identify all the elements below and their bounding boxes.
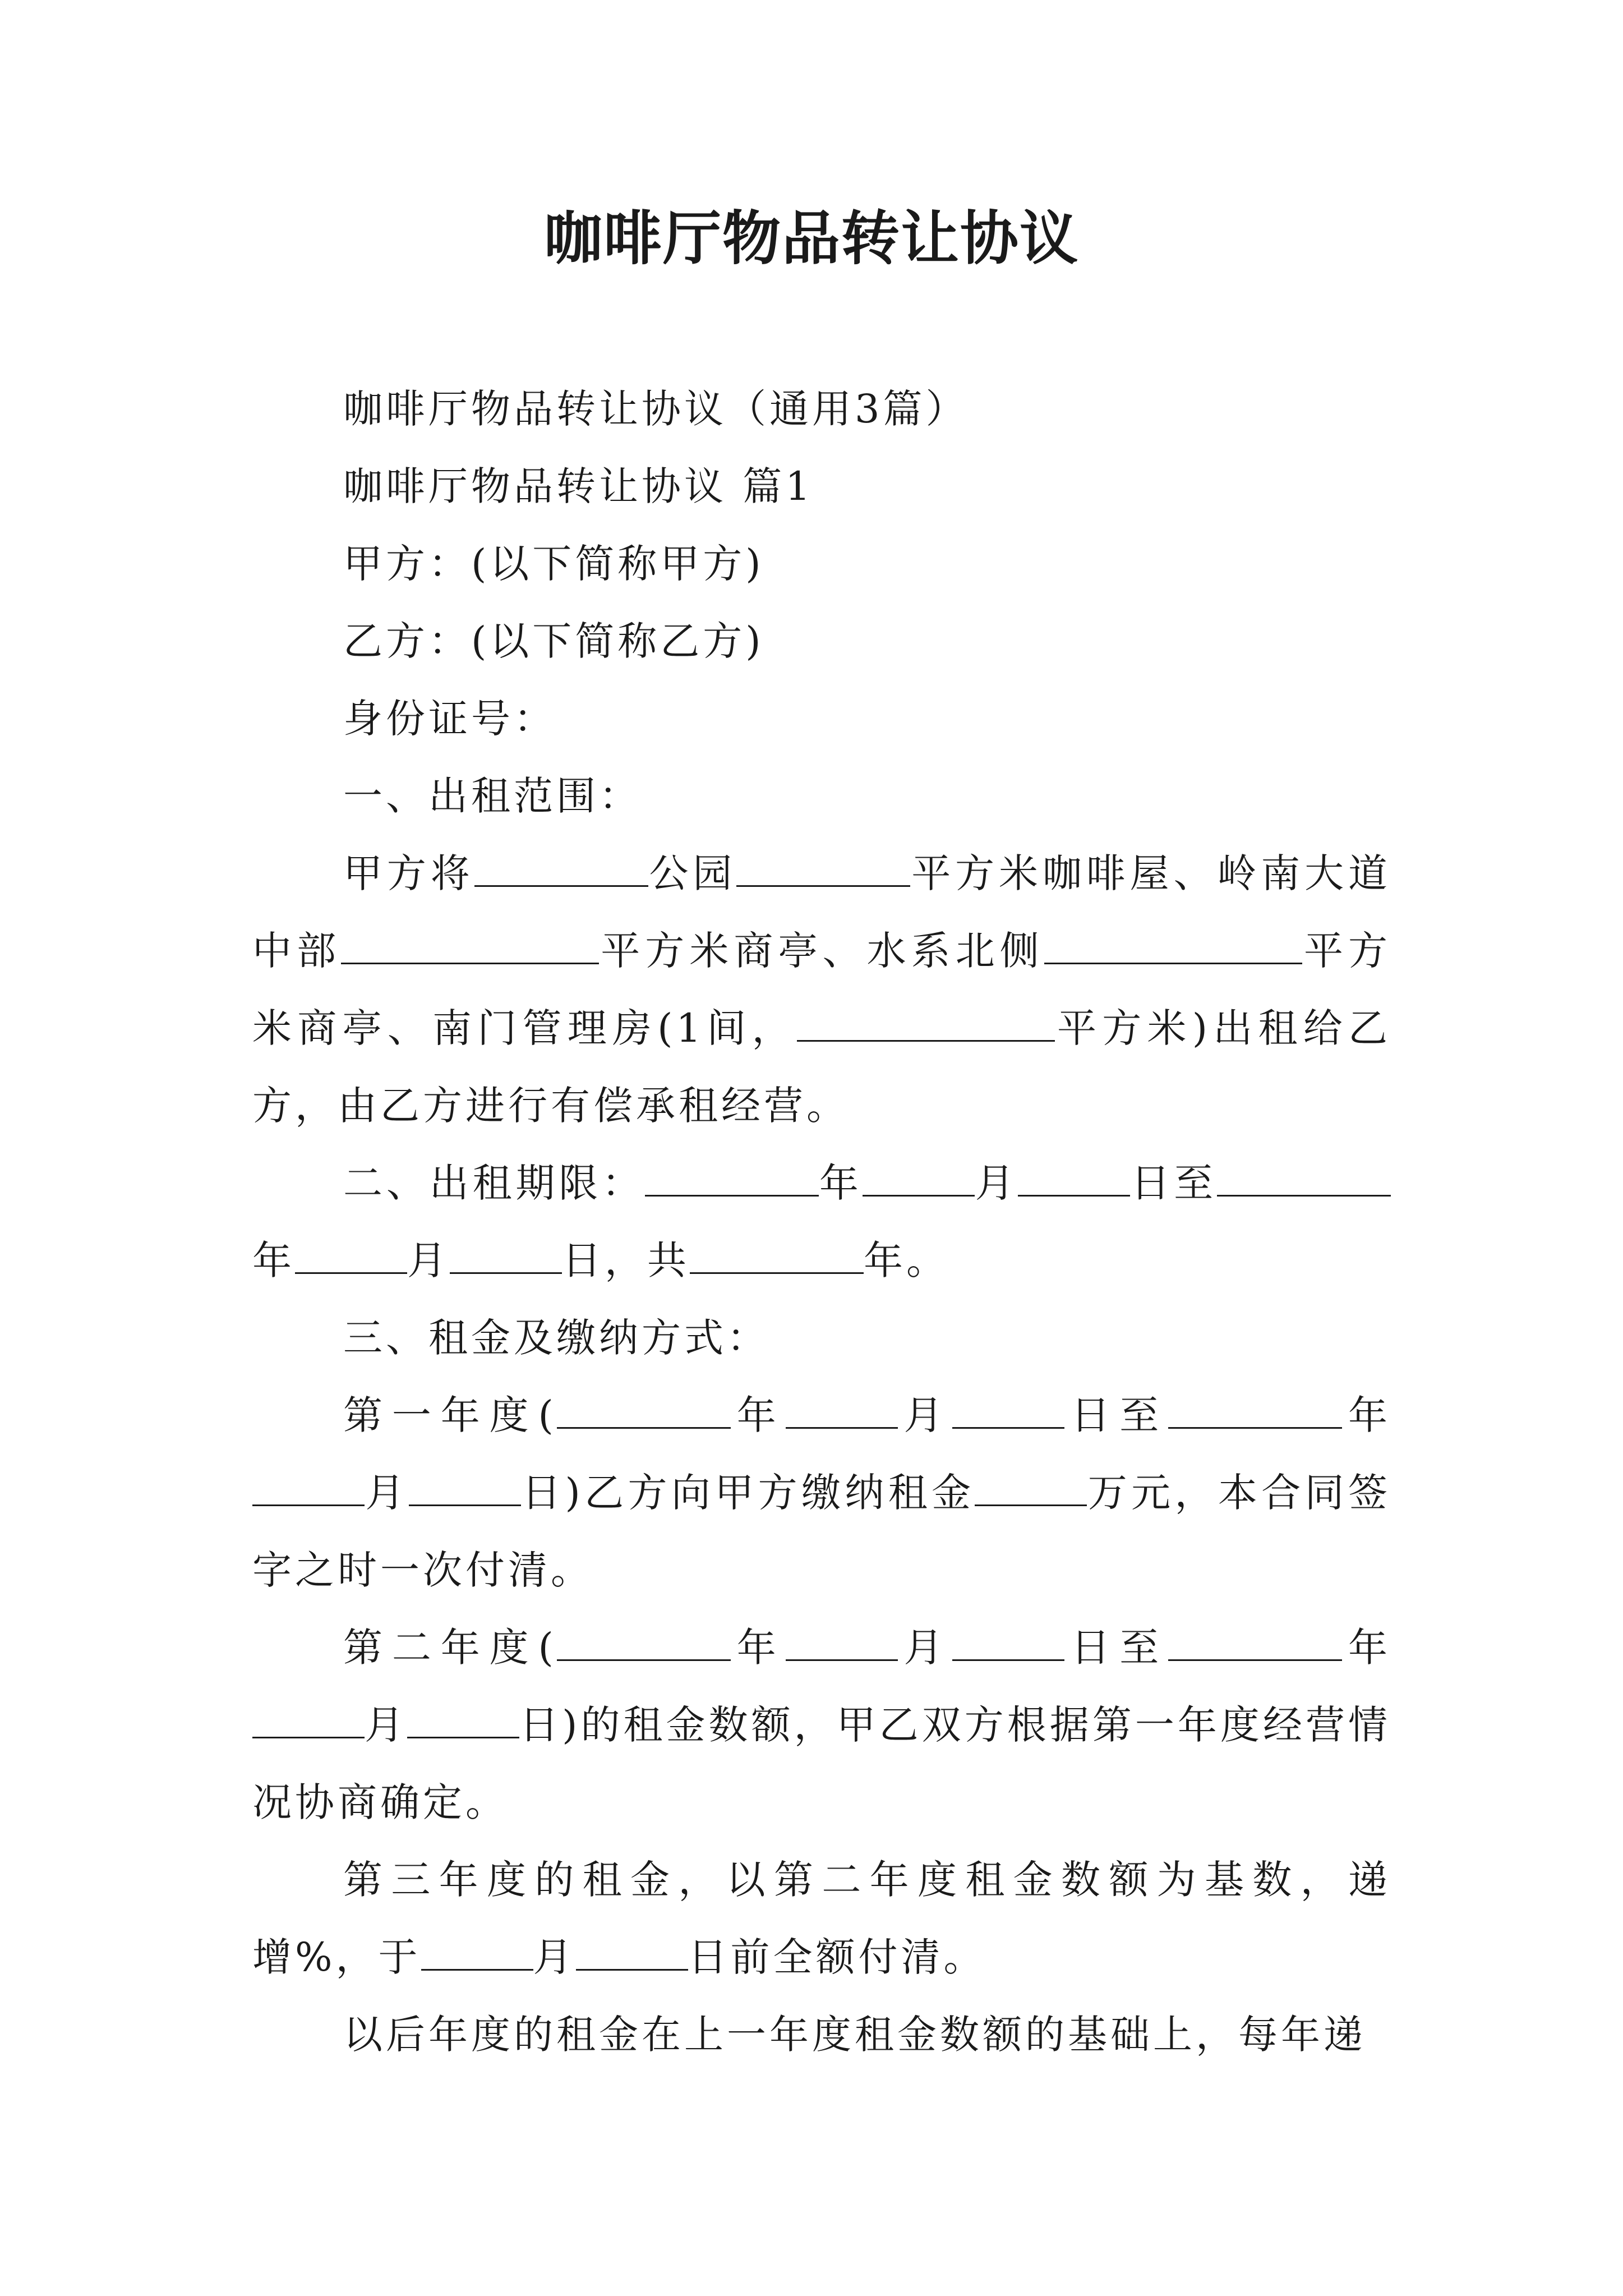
- text: 平方米商亭、水系北侧: [599, 928, 1044, 974]
- fill-blank: [421, 1935, 533, 1971]
- fill-blank: [557, 1626, 731, 1661]
- fill-blank: [576, 1935, 688, 1971]
- party-b-line: 乙方：(以下简称乙方): [343, 618, 764, 664]
- fill-blank: [1168, 1393, 1342, 1429]
- fill-blank: [295, 1239, 407, 1274]
- fill-blank: [557, 1393, 731, 1429]
- text: 年: [1342, 1625, 1391, 1671]
- text: 日)的租金数额，甲乙双方根据第一年度经营情况协商确定。: [252, 1702, 1391, 1825]
- year-2-paragraph: [252, 1609, 1391, 1841]
- fill-blank: [409, 1471, 521, 1506]
- fill-blank: [1044, 929, 1302, 964]
- fill-blank: [863, 1161, 975, 1197]
- fill-blank: [1217, 1161, 1391, 1197]
- id-number-line: 身份证号：: [343, 696, 556, 742]
- text: 日至: [1064, 1625, 1169, 1671]
- subtitle-line: 咖啡厅物品转让协议（通用3篇）: [343, 386, 969, 432]
- document-title: 咖啡厅物品转让协议: [543, 204, 1079, 273]
- text: 平方米咖啡屋、岭南大道中部: [252, 850, 1391, 974]
- fill-blank: [341, 929, 599, 964]
- fill-blank: [450, 1239, 562, 1274]
- text: 年: [819, 1160, 863, 1206]
- fill-blank: [474, 852, 648, 887]
- fill-blank: [645, 1161, 819, 1197]
- year-1-paragraph: [252, 1377, 1391, 1609]
- text: 万元，本合同签字之时一次付清。: [252, 1470, 1391, 1593]
- section-3-heading: 三、租金及缴纳方式：: [343, 1315, 769, 1361]
- text: 二、出租期限：: [343, 1160, 645, 1206]
- fill-blank: [975, 1471, 1087, 1506]
- text: 年。: [864, 1237, 949, 1283]
- text: 年: [252, 1237, 295, 1283]
- section-1-heading: 一、出租范围：: [343, 773, 642, 819]
- text: 第三年度的租金，以第二年度租金数额为基数，递增%，于: [252, 1857, 1391, 1980]
- text: 第二年度(: [343, 1625, 557, 1671]
- year-3-paragraph: [252, 1841, 1391, 1996]
- fill-blank: [252, 1703, 365, 1738]
- text: 月: [974, 1160, 1018, 1206]
- text: 月: [897, 1392, 953, 1438]
- fill-blank: [690, 1239, 864, 1274]
- fill-blank: [1018, 1161, 1130, 1197]
- fill-blank: [952, 1626, 1064, 1661]
- fill-blank: [736, 852, 910, 887]
- text: 年: [730, 1392, 786, 1438]
- text: 日至: [1130, 1160, 1218, 1206]
- fill-blank: [797, 1006, 1055, 1042]
- text: 日至: [1064, 1392, 1169, 1438]
- text: 月: [897, 1625, 953, 1671]
- text: 平方米)出租给乙方，由乙方进行有偿承租经营。: [252, 1005, 1391, 1129]
- text: 第一年度(: [343, 1392, 557, 1438]
- fill-blank: [952, 1393, 1064, 1429]
- text: 月: [365, 1470, 409, 1516]
- text: 日，共: [562, 1237, 690, 1283]
- text: 平方米商亭、南门管理房(1间，: [252, 928, 1391, 1051]
- document-body: [252, 370, 1391, 2073]
- text: 甲方将: [343, 850, 474, 896]
- part-heading: 咖啡厅物品转让协议 篇1: [343, 463, 814, 509]
- text: 月: [365, 1702, 408, 1748]
- text: 月: [407, 1237, 450, 1283]
- text: 年: [1342, 1392, 1391, 1438]
- text: 月: [533, 1934, 576, 1980]
- text: 公园: [648, 850, 737, 896]
- fill-blank: [1168, 1626, 1342, 1661]
- fill-blank: [786, 1393, 898, 1429]
- text: 年: [730, 1625, 786, 1671]
- fill-blank: [252, 1471, 365, 1506]
- later-years-paragraph: 以后年度的租金在上一年度租金数额的基础上，每年递: [343, 2012, 1366, 2058]
- text: 日前全额付清。: [688, 1934, 986, 1980]
- fill-blank: [407, 1703, 519, 1738]
- section-1-paragraph: [252, 835, 1391, 1144]
- party-a-line: 甲方：(以下简称甲方): [343, 541, 764, 587]
- text: 日)乙方向甲方缴纳租金: [520, 1470, 975, 1516]
- section-2-paragraph: [252, 1144, 1391, 1299]
- fill-blank: [786, 1626, 898, 1661]
